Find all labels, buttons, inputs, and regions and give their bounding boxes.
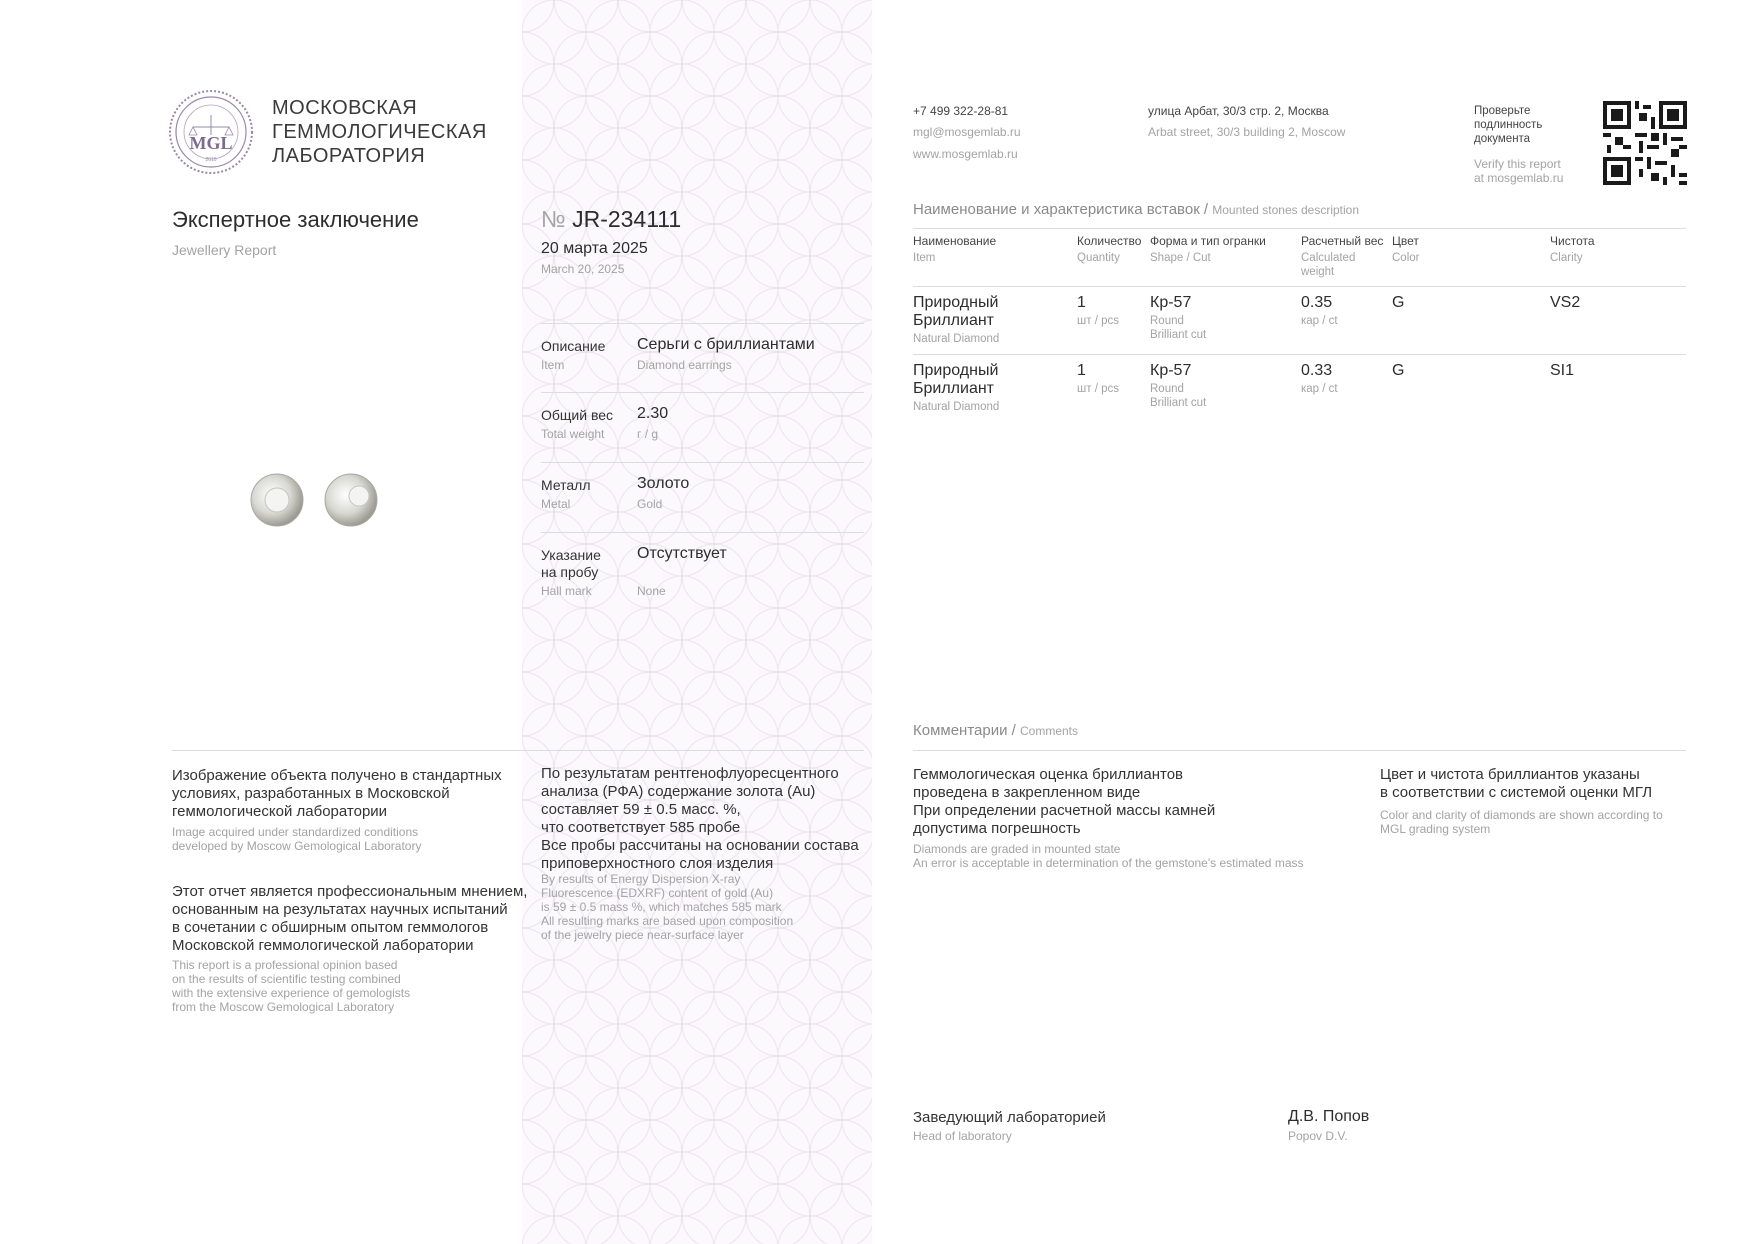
field-label-en: Metal bbox=[541, 497, 571, 511]
header-quantity: Количество Quantity bbox=[1077, 234, 1142, 264]
comments-title bbox=[913, 722, 1078, 739]
lab-logo bbox=[168, 89, 254, 175]
notes-divider bbox=[172, 750, 864, 751]
header-item: Наименование Item bbox=[913, 234, 997, 264]
comment-right: Цвет и чистота бриллиантов указаны в соответствии с системой оценки МГЛ bbox=[1380, 766, 1653, 801]
field-value-en: Gold bbox=[637, 497, 663, 511]
qr-code-icon[interactable] bbox=[1603, 101, 1687, 185]
stones-section-ru: Наименование и характеристика вставок / bbox=[913, 201, 1209, 218]
contact-email[interactable]: mgl@mosgemlab.ru bbox=[913, 125, 1021, 139]
field-value-en: None bbox=[637, 584, 666, 598]
verify-en-line1: Verify this report bbox=[1474, 157, 1561, 171]
report-title-en: Jewellery Report bbox=[172, 242, 277, 258]
field-value-en: Diamond earrings bbox=[637, 358, 732, 372]
field-label-line2: на пробу bbox=[541, 564, 599, 580]
comments-title-ru: Комментарии / bbox=[913, 722, 1016, 739]
stone-shape: Кр-57 Round Brilliant cut bbox=[1150, 294, 1207, 341]
report-number-value: JR-234111 bbox=[572, 206, 682, 232]
field-label-en: Item bbox=[541, 358, 565, 372]
contact-website[interactable]: www.mosgemlab.ru bbox=[913, 147, 1018, 161]
address-en: Arbat street, 30/3 building 2, Moscow bbox=[1148, 125, 1346, 139]
comment-left: Геммологическая оценка бриллиантов проведена в закрепленном виде При определении расчетной массы камней допустима погрешность bbox=[913, 766, 1216, 837]
header-shape: Форма и тип огранки Shape / Cut bbox=[1150, 234, 1266, 264]
lab-name bbox=[272, 96, 487, 168]
stone-color: G bbox=[1392, 294, 1405, 311]
contact-phone: +7 499 322-28-81 bbox=[913, 104, 1009, 118]
verify-text bbox=[1474, 104, 1542, 146]
lab-name-line3: ЛАБОРАТОРИЯ bbox=[272, 145, 426, 167]
field-label-en: Hall mark bbox=[541, 584, 592, 598]
stone-row bbox=[913, 294, 1686, 354]
xrf-note-en: By results of Energy Dispersion X-ray Fluorescence (EDXRF) content of gold (Au) is 59 ± 0.5 mass %, which matches 585 mark All resulting marks are based upon composition of the jewelry piece near-surface layer bbox=[541, 872, 794, 942]
verify-ru-line1: Проверьте bbox=[1474, 105, 1531, 117]
signature-role-en: Head of laboratory bbox=[913, 1129, 1012, 1143]
stone-clarity: VS2 bbox=[1550, 294, 1581, 311]
image-note-en: Image acquired under standardized conditions developed by Moscow Gemological Laboratory bbox=[172, 825, 422, 853]
stones-section-title bbox=[913, 201, 1359, 218]
stone-quantity: 1 шт / pcs bbox=[1077, 294, 1119, 327]
stone-shape: Кр-57 Round Brilliant cut bbox=[1150, 362, 1207, 409]
stone-row-divider bbox=[913, 354, 1686, 355]
logo-year-text: 2010 bbox=[205, 157, 217, 163]
lab-name-line2: ГЕММОЛОГИЧЕСКАЯ bbox=[272, 121, 487, 143]
stone-weight: 0.35 кар / ct bbox=[1301, 294, 1338, 327]
number-prefix: № bbox=[541, 206, 566, 232]
signature-role: Заведующий лабораторией bbox=[913, 1109, 1106, 1126]
address-ru: улица Арбат, 30/3 стр. 2, Москва bbox=[1148, 104, 1329, 118]
report-date: 20 марта 2025 bbox=[541, 240, 648, 257]
signature-name-en: Popov D.V. bbox=[1288, 1129, 1348, 1143]
stones-table-top-line bbox=[913, 228, 1686, 229]
field-label: Описание bbox=[541, 338, 606, 354]
field-label: Металл bbox=[541, 477, 591, 493]
field-label-en: Total weight bbox=[541, 427, 605, 441]
field-divider bbox=[541, 462, 864, 463]
stone-weight: 0.33 кар / ct bbox=[1301, 362, 1338, 395]
field-divider-top bbox=[541, 323, 864, 324]
report-date-en: March 20, 2025 bbox=[541, 262, 625, 276]
logo-mgl-text: MGL bbox=[189, 133, 233, 153]
stone-name: Природный Бриллиант Natural Diamond bbox=[913, 294, 1000, 345]
stone-row bbox=[913, 362, 1686, 422]
stone-clarity: SI1 bbox=[1550, 362, 1575, 379]
field-divider bbox=[541, 532, 864, 533]
earrings-image bbox=[245, 470, 395, 530]
lab-name-line1: МОСКОВСКАЯ bbox=[272, 97, 418, 119]
verify-ru-line3: документа bbox=[1474, 133, 1531, 145]
comments-title-en: Comments bbox=[1019, 724, 1078, 738]
opinion-note-en: This report is a professional opinion based on the results of scientific testing combined with the extensive experience of gemologists from the Moscow Gemological Laboratory bbox=[172, 958, 411, 1014]
field-label: Общий вес bbox=[541, 407, 614, 423]
field-value: Золото bbox=[637, 475, 690, 492]
header-clarity: Чистота Clarity bbox=[1550, 234, 1595, 264]
stones-header-line bbox=[913, 286, 1686, 287]
signature-name: Д.В. Попов bbox=[1288, 1108, 1370, 1125]
opinion-note: Этот отчет является профессиональным мнением, основанным на результатах научных испытаний в сочетании с обширным опытом геммологов Московской геммологической лаборатории bbox=[172, 883, 528, 954]
field-label-line1: Указание bbox=[541, 547, 601, 563]
stone-color: G bbox=[1392, 362, 1405, 379]
report-number bbox=[541, 206, 681, 233]
verify-ru-line2: подлинность bbox=[1474, 119, 1543, 131]
header-weight: Расчетный вес Calculated weight bbox=[1301, 234, 1384, 278]
field-value-en: г / g bbox=[637, 427, 659, 441]
xrf-note: По результатам рентгенофлуоресцентного анализа (РФА) содержание золота (Au) составляет 59 ± 0.5 масс. %, что соответствует 585 пробе Все пробы рассчитаны на основании состава приповерхностного слоя изделия bbox=[541, 765, 859, 872]
field-value: Отсутствует bbox=[637, 545, 727, 562]
field-divider bbox=[541, 392, 864, 393]
report-title: Экспертное заключение bbox=[172, 207, 419, 232]
field-value: 2.30 bbox=[637, 405, 669, 422]
header-color: Цвет Color bbox=[1392, 234, 1420, 264]
decorative-pattern-band bbox=[522, 0, 872, 1244]
comment-left-en: Diamonds are graded in mounted state An error is acceptable in determination of the gemstone's estimated mass bbox=[913, 842, 1304, 870]
comments-divider bbox=[913, 750, 1686, 751]
stone-quantity: 1 шт / pcs bbox=[1077, 362, 1119, 395]
verify-text-en bbox=[1474, 157, 1563, 185]
comment-right-en: Color and clarity of diamonds are shown according to MGL grading system bbox=[1380, 808, 1663, 836]
image-note: Изображение объекта получено в стандартных условиях, разработанных в Московской геммологической лаборатории bbox=[172, 767, 502, 820]
verify-en-line2: at mosgemlab.ru bbox=[1474, 171, 1564, 185]
field-value: Серьги с бриллиантами bbox=[637, 336, 815, 353]
stones-table-header bbox=[913, 234, 1686, 280]
stone-name: Природный Бриллиант Natural Diamond bbox=[913, 362, 1000, 413]
stones-section-en: Mounted stones description bbox=[1212, 203, 1360, 217]
